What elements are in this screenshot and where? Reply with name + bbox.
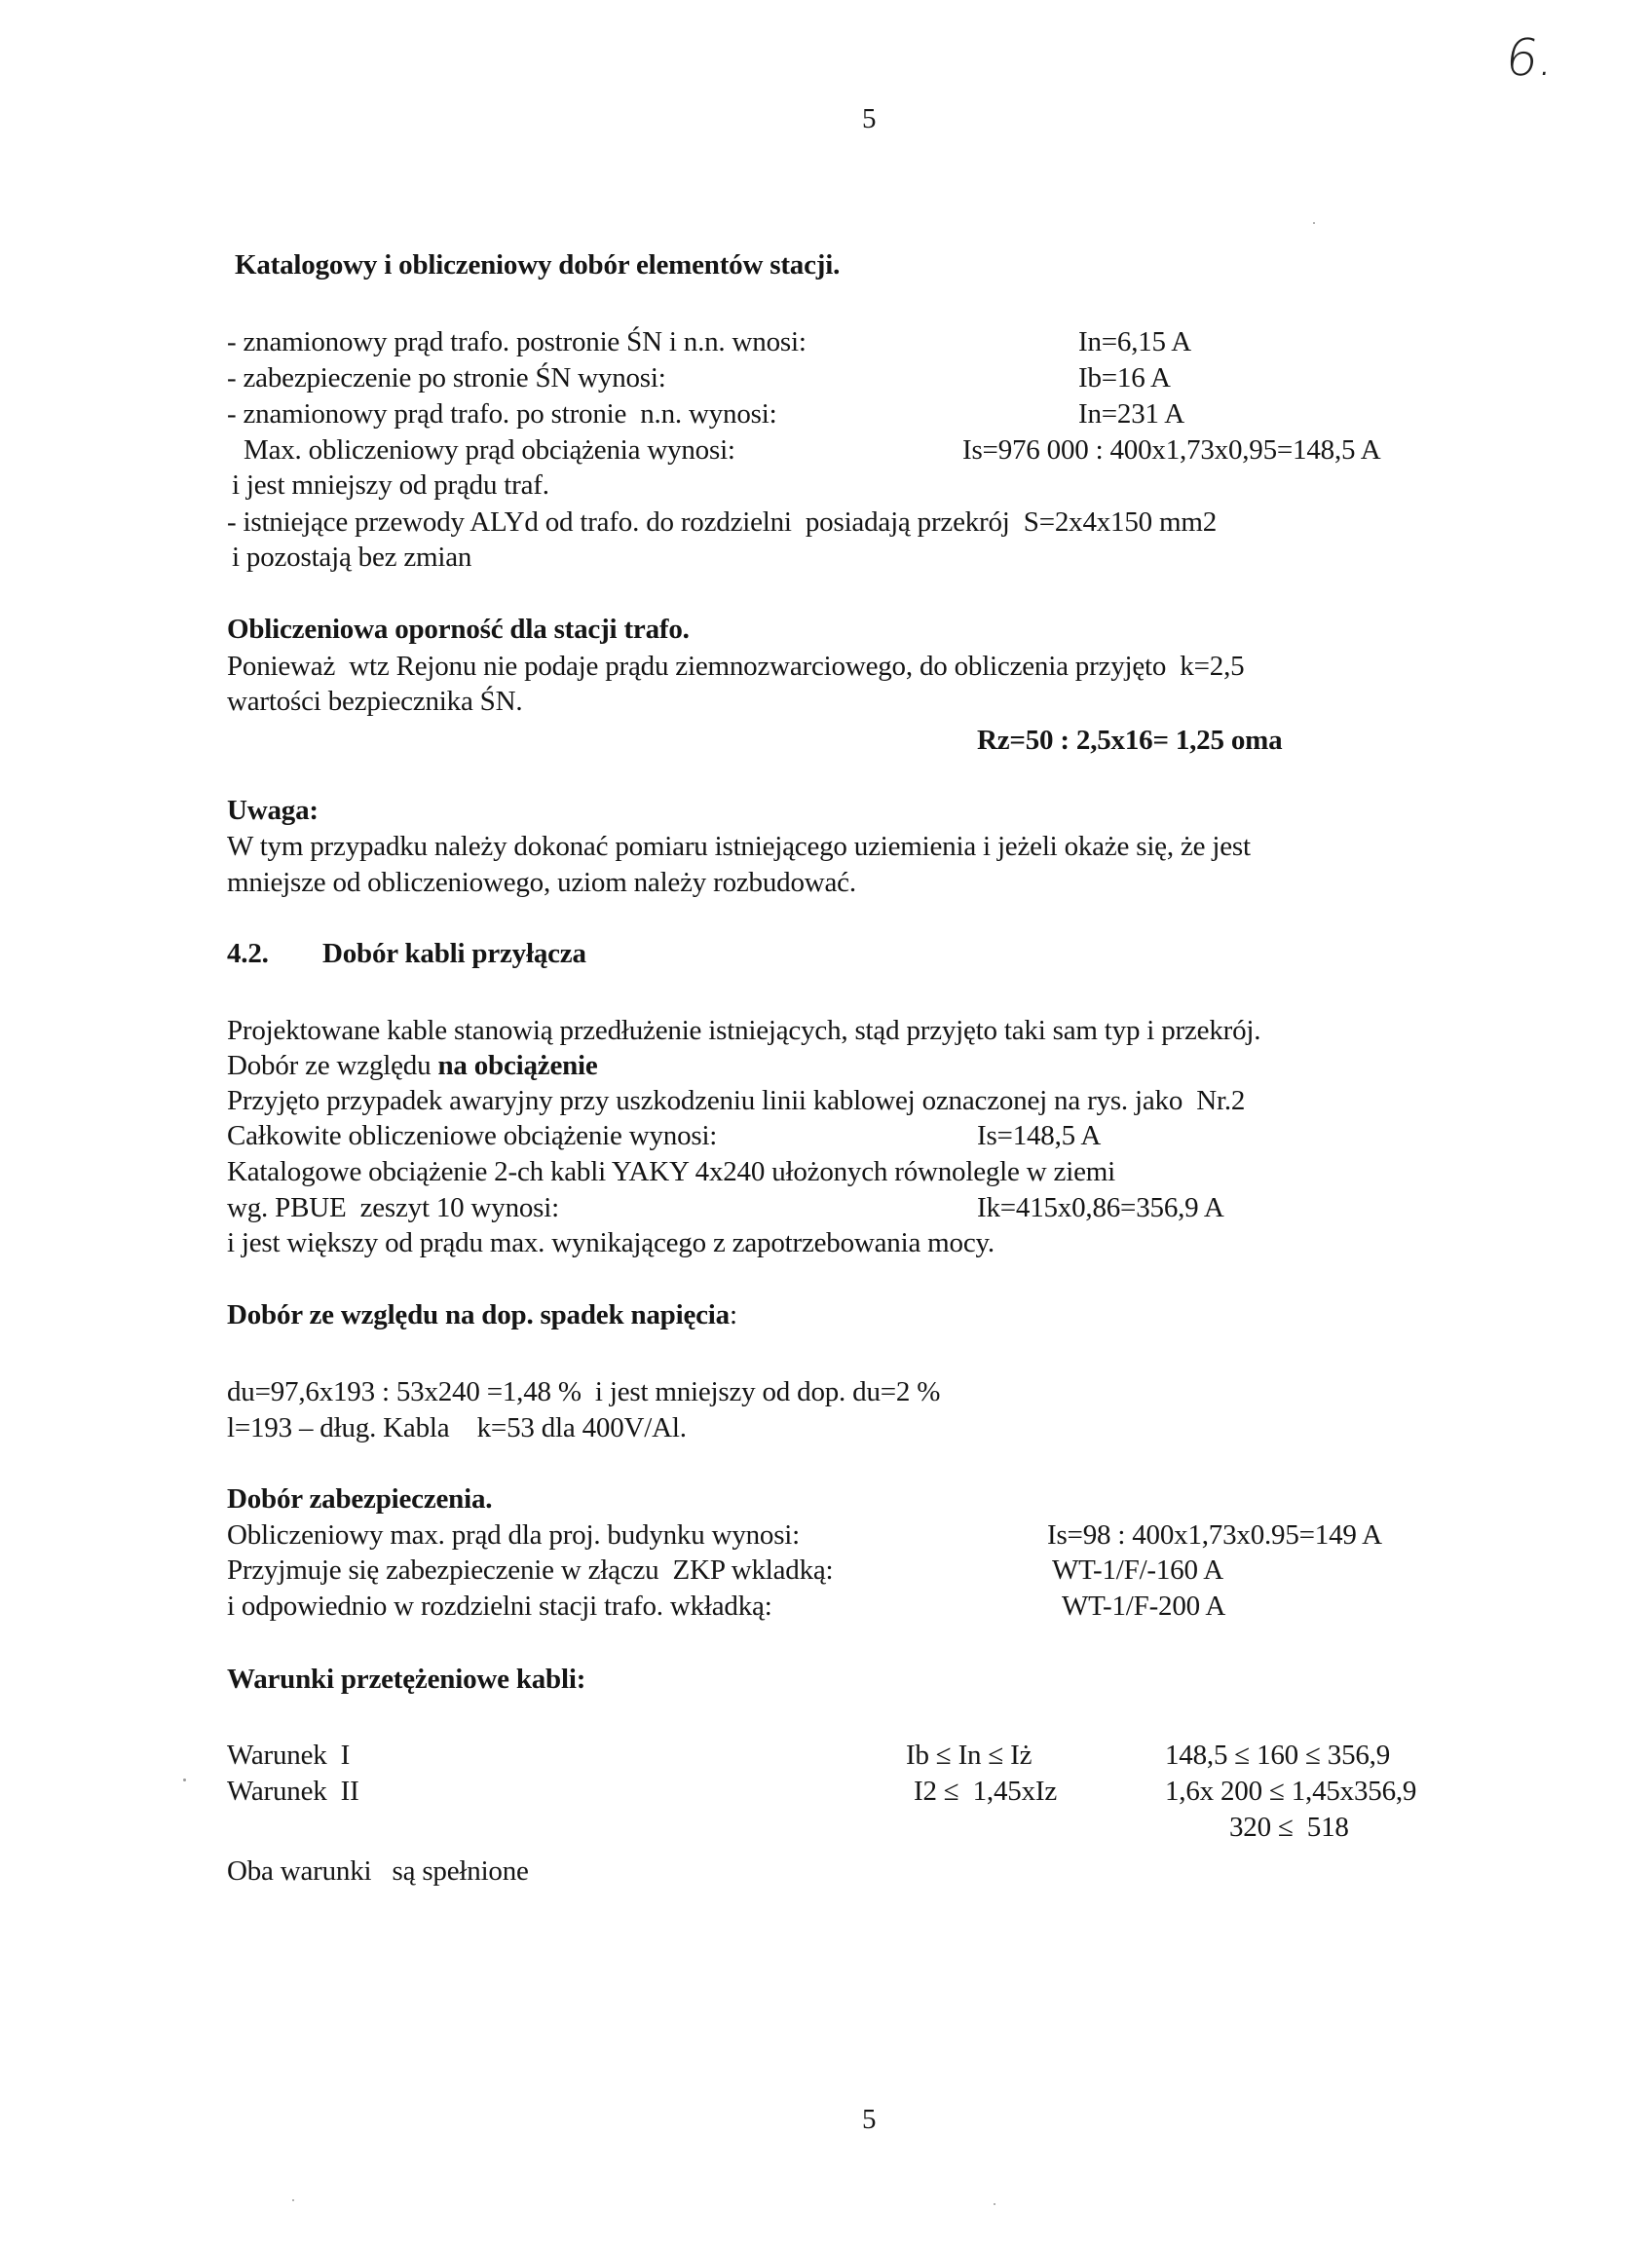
section42-line4: Całkowite obliczeniowe obciążenie wynosi:: [227, 1120, 718, 1151]
section2-line1: Ponieważ wtz Rejonu nie podaje prądu ziemnozwarciowego, do obliczenia przyjęto k=2,5: [227, 651, 1245, 682]
section42-line2-bold: na obciążenie: [437, 1050, 598, 1081]
section1-line7: i pozostają bez zmian: [232, 542, 472, 573]
spadek-heading: [227, 1301, 737, 1329]
section42-line4-value: Is=148,5 A: [977, 1120, 1102, 1151]
section1-line5: i jest mniejszy od prądu traf.: [232, 469, 549, 501]
warunek1-label: Warunek I: [227, 1740, 351, 1771]
uwaga-line2: mniejsze od obliczeniowego, uziom należy rozbudować.: [227, 867, 856, 898]
warunek2-label: Warunek II: [227, 1776, 359, 1807]
zabezpieczenie-row2-value: WT-1/F/-160 A: [1052, 1554, 1223, 1586]
section-heading-katalogowy: Katalogowy i obliczeniowy dobór elementów stacji.: [235, 249, 841, 281]
section42-line7: i jest większy od prądu max. wynikającego z zapotrzebowania mocy.: [227, 1227, 995, 1258]
scan-speck: [994, 2203, 995, 2205]
item-text-3: - znamionowy prąd trafo. po stronie n.n. wynosi:: [227, 398, 777, 430]
section-title-dobor-kabli: Dobór kabli przyłącza: [322, 938, 586, 969]
zabezpieczenie-row2-text: Przyjmuje się zabezpieczenie w złączu ZKP wkladką:: [227, 1554, 834, 1586]
uwaga-line1: W tym przypadku należy dokonać pomiaru istniejącego uziemienia i jeżeli okaże się, że jest: [227, 831, 1251, 862]
warunek2-formula: I2 ≤ 1,45xIz: [914, 1776, 1058, 1807]
zabezpieczenie-row1-text: Obliczeniowy max. prąd dla proj. budynku wynosi:: [227, 1519, 801, 1551]
spadek-line2: l=193 – dług. Kabla k=53 dla 400V/Al.: [227, 1412, 687, 1443]
spadek-line1: du=97,6x193 : 53x240 =1,48 % i jest mniejszy od dop. du=2 %: [227, 1376, 941, 1407]
item-value-2: Ib=16 A: [1078, 362, 1171, 393]
page-number-top: 5: [862, 103, 877, 134]
item-value-4: Is=976 000 : 400x1,73x0,95=148,5 A: [962, 434, 1381, 466]
handwritten-page-number: 6.: [1501, 29, 1558, 88]
item-text-4: Max. obliczeniowy prąd obciążenia wynosi:: [244, 434, 735, 466]
section1-line6: - istniejące przewody ALYd od trafo. do rozdzielni posiadają przekrój S=2x4x150 mm2: [227, 506, 1218, 538]
uwaga-heading: Uwaga:: [227, 795, 319, 826]
scan-speck: [292, 2199, 294, 2201]
section42-line6: wg. PBUE zeszyt 10 wynosi:: [227, 1192, 559, 1223]
section42-line6-value: Ik=415x0,86=356,9 A: [977, 1192, 1224, 1223]
section42-line2-pre: Dobór ze względu: [227, 1050, 438, 1081]
zabezpieczenie-heading: Dobór zabezpieczenia.: [227, 1483, 493, 1515]
warunek1-check: 148,5 ≤ 160 ≤ 356,9: [1165, 1740, 1391, 1771]
section42-line2: [227, 1052, 598, 1080]
warunki-conclusion: Oba warunki są spełnione: [227, 1855, 529, 1887]
item-text-1: - znamionowy prąd trafo. postronie ŚN i n.n. wnosi:: [227, 326, 807, 357]
scan-speck: [183, 1779, 186, 1781]
section2-result: Rz=50 : 2,5x16= 1,25 oma: [977, 725, 1283, 756]
scan-speck: [1313, 222, 1315, 224]
page-number-bottom: 5: [862, 2104, 877, 2135]
zabezpieczenie-row3-text: i odpowiednio w rozdzielni stacji trafo. wkładką:: [227, 1591, 772, 1622]
item-value-3: In=231 A: [1078, 398, 1185, 430]
zabezpieczenie-row1-value: Is=98 : 400x1,73x0.95=149 A: [1047, 1519, 1382, 1551]
section42-line3: Przyjęto przypadek awaryjny przy uszkodzeniu linii kablowej oznaczonej na rys. jako Nr.2: [227, 1085, 1246, 1116]
section42-line1: Projektowane kable stanowią przedłużenie istniejących, stąd przyjęto taki sam typ i przekrój.: [227, 1015, 1261, 1046]
warunek2-check: 1,6x 200 ≤ 1,45x356,9: [1165, 1776, 1417, 1807]
spadek-heading-colon: :: [729, 1299, 737, 1330]
warunki-heading: Warunki przetężeniowe kabli:: [227, 1664, 586, 1695]
warunek1-formula: Ib ≤ In ≤ Iż: [906, 1740, 1032, 1771]
section2-line2: wartości bezpiecznika ŚN.: [227, 686, 523, 717]
item-text-2: - zabezpieczenie po stronie ŚN wynosi:: [227, 362, 666, 393]
section42-line5: Katalogowe obciążenie 2-ch kabli YAKY 4x240 ułożonych równolegle w ziemi: [227, 1156, 1115, 1187]
section-number-4-2: 4.2.: [227, 938, 269, 969]
zabezpieczenie-row3-value: WT-1/F-200 A: [1062, 1591, 1226, 1622]
warunek2-check-extra: 320 ≤ 518: [1229, 1812, 1349, 1843]
item-value-1: In=6,15 A: [1078, 326, 1192, 357]
spadek-heading-text: Dobór ze względu na dop. spadek napięcia: [227, 1299, 730, 1330]
section-heading-opornosc: Obliczeniowa oporność dla stacji trafo.: [227, 614, 690, 645]
